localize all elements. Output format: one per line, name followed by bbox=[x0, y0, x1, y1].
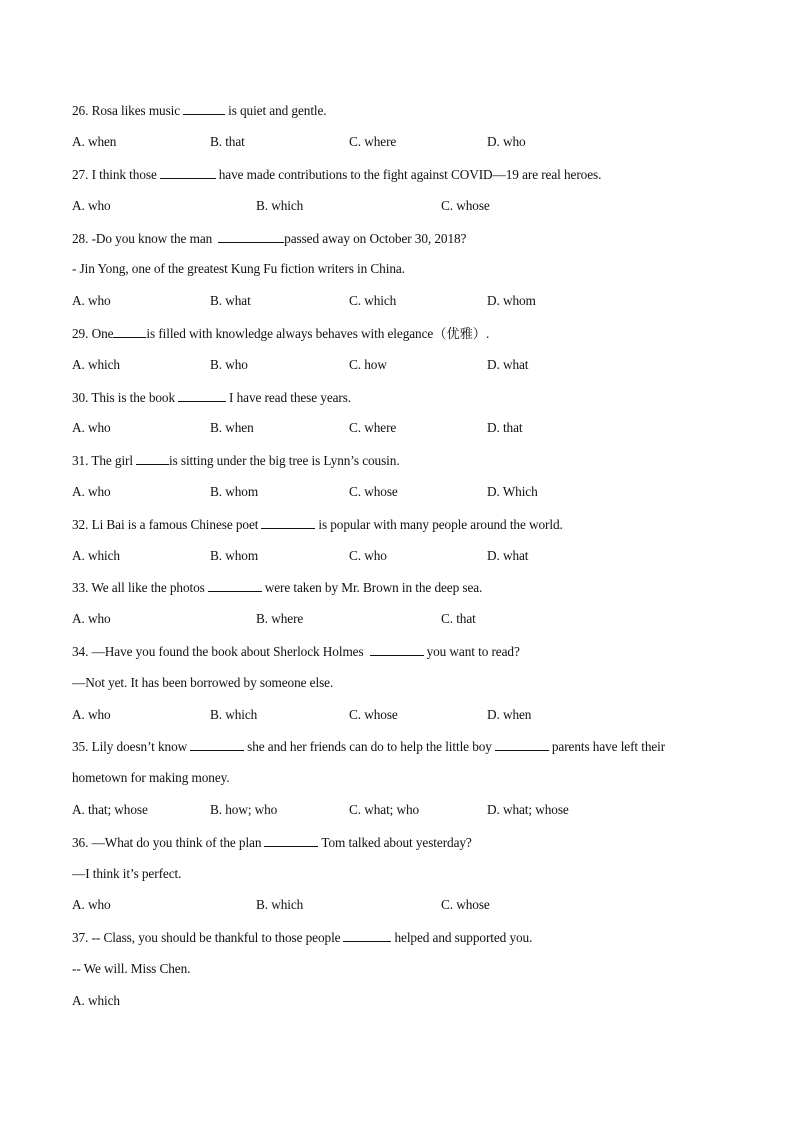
question-number: 30. bbox=[72, 390, 89, 405]
question-text: is quiet and gentle. bbox=[228, 103, 327, 118]
question-36 bbox=[72, 834, 472, 851]
question-number: 32. bbox=[72, 517, 89, 532]
question-text: We all like the photos bbox=[91, 580, 205, 595]
option: C. where bbox=[349, 134, 397, 149]
question-text: have made contributions to the fight against COVID—19 are real heroes. bbox=[218, 167, 602, 182]
question-text: is popular with many people around the world. bbox=[318, 517, 563, 532]
question-text: Tom talked about yesterday? bbox=[321, 835, 472, 850]
option: A. which bbox=[72, 357, 120, 372]
option: A. who bbox=[72, 897, 111, 912]
question-number: 35. bbox=[72, 739, 89, 754]
question-30 bbox=[72, 389, 351, 406]
answer-blank bbox=[208, 579, 262, 592]
question-text: helped and supported you. bbox=[394, 930, 533, 945]
option: D. what; whose bbox=[487, 802, 569, 817]
question-text: I have read these years. bbox=[229, 390, 352, 405]
question-number: 26. bbox=[72, 103, 89, 118]
option: C. whose bbox=[441, 198, 490, 213]
answer-blank bbox=[264, 834, 318, 847]
question-continuation: hometown for making money. bbox=[72, 770, 230, 785]
option: A. who bbox=[72, 611, 111, 626]
option: C. how bbox=[349, 357, 387, 372]
answer-blank bbox=[190, 738, 244, 751]
question-number: 33. bbox=[72, 580, 89, 595]
option: D. Which bbox=[487, 484, 538, 499]
option: A. which bbox=[72, 548, 120, 563]
option: B. which bbox=[256, 897, 304, 912]
answer-blank bbox=[218, 230, 284, 243]
option: D. what bbox=[487, 357, 529, 372]
dialogue-line: -- We will. Miss Chen. bbox=[72, 961, 191, 976]
answer-blank bbox=[261, 516, 315, 529]
question-text: —What do you think of the plan bbox=[91, 835, 262, 850]
question-number: 27. bbox=[72, 167, 89, 182]
question-text: I think those bbox=[91, 167, 157, 182]
option: B. that bbox=[210, 134, 245, 149]
dialogue-line: —Not yet. It has been borrowed by someone else. bbox=[72, 675, 334, 690]
answer-blank bbox=[343, 929, 391, 942]
answer-blank bbox=[178, 389, 226, 402]
question-number: 28. bbox=[72, 231, 89, 246]
option: B. whom bbox=[210, 484, 259, 499]
option: D. whom bbox=[487, 293, 536, 308]
question-text: -- Class, you should be thankful to those people bbox=[91, 930, 341, 945]
question-text: is filled with knowledge always behaves with elegance（优雅）. bbox=[146, 326, 490, 341]
question-text: is sitting under the big tree is Lynn’s cousin. bbox=[168, 453, 400, 468]
option: B. how; who bbox=[210, 802, 278, 817]
option: B. whom bbox=[210, 548, 259, 563]
option: C. which bbox=[349, 293, 397, 308]
option: D. that bbox=[487, 420, 523, 435]
question-text: The girl bbox=[91, 453, 133, 468]
option: C. what; who bbox=[349, 802, 420, 817]
answer-blank bbox=[113, 325, 146, 338]
option: B. what bbox=[210, 293, 251, 308]
question-number: 34. bbox=[72, 644, 89, 659]
option: D. who bbox=[487, 134, 526, 149]
question-text: passed away on October 30, 2018? bbox=[284, 231, 467, 246]
question-number: 37. bbox=[72, 930, 89, 945]
question-35 bbox=[72, 738, 665, 755]
answer-blank bbox=[183, 102, 225, 115]
question-text: -Do you know the man bbox=[91, 231, 213, 246]
option: C. whose bbox=[441, 897, 490, 912]
question-26 bbox=[72, 102, 327, 119]
question-text: Li Bai is a famous Chinese poet bbox=[91, 517, 259, 532]
option: C. where bbox=[349, 420, 397, 435]
answer-blank bbox=[370, 643, 424, 656]
option: A. who bbox=[72, 293, 111, 308]
question-text: parents have left their bbox=[551, 739, 666, 754]
question-number: 36. bbox=[72, 835, 89, 850]
option: C. that bbox=[441, 611, 476, 626]
question-text: Lily doesn’t know bbox=[91, 739, 188, 754]
option: D. what bbox=[487, 548, 529, 563]
question-32 bbox=[72, 516, 563, 533]
dialogue-line: - Jin Yong, one of the greatest Kung Fu fiction writers in China. bbox=[72, 261, 405, 276]
question-text: Rosa likes music bbox=[91, 103, 181, 118]
question-31 bbox=[72, 452, 400, 469]
option: A. who bbox=[72, 707, 111, 722]
option: B. which bbox=[210, 707, 258, 722]
option: B. when bbox=[210, 420, 254, 435]
option: C. whose bbox=[349, 707, 398, 722]
option: C. who bbox=[349, 548, 387, 563]
question-text: One bbox=[91, 326, 114, 341]
option: A. who bbox=[72, 420, 111, 435]
question-text: were taken by Mr. Brown in the deep sea. bbox=[264, 580, 483, 595]
question-number: 29. bbox=[72, 326, 89, 341]
question-number: 31. bbox=[72, 453, 89, 468]
dialogue-line: —I think it’s perfect. bbox=[72, 866, 182, 881]
answer-blank bbox=[160, 166, 216, 179]
question-text: This is the book bbox=[91, 390, 176, 405]
question-text: she and her friends can do to help the little boy bbox=[247, 739, 492, 754]
option: C. whose bbox=[349, 484, 398, 499]
question-28 bbox=[72, 230, 466, 247]
question-text: —Have you found the book about Sherlock Holmes bbox=[91, 644, 364, 659]
option: A. when bbox=[72, 134, 117, 149]
option: D. when bbox=[487, 707, 532, 722]
option: B. which bbox=[256, 198, 304, 213]
option: A. who bbox=[72, 198, 111, 213]
option: A. who bbox=[72, 484, 111, 499]
question-34 bbox=[72, 643, 520, 660]
answer-blank bbox=[495, 738, 549, 751]
question-27 bbox=[72, 166, 601, 183]
question-29 bbox=[72, 325, 489, 342]
answer-blank bbox=[136, 452, 169, 465]
question-33 bbox=[72, 579, 482, 596]
option: B. who bbox=[210, 357, 248, 372]
question-37 bbox=[72, 929, 532, 946]
question-text: you want to read? bbox=[426, 644, 520, 659]
option: B. where bbox=[256, 611, 304, 626]
option: A. which bbox=[72, 993, 120, 1008]
option: A. that; whose bbox=[72, 802, 148, 817]
